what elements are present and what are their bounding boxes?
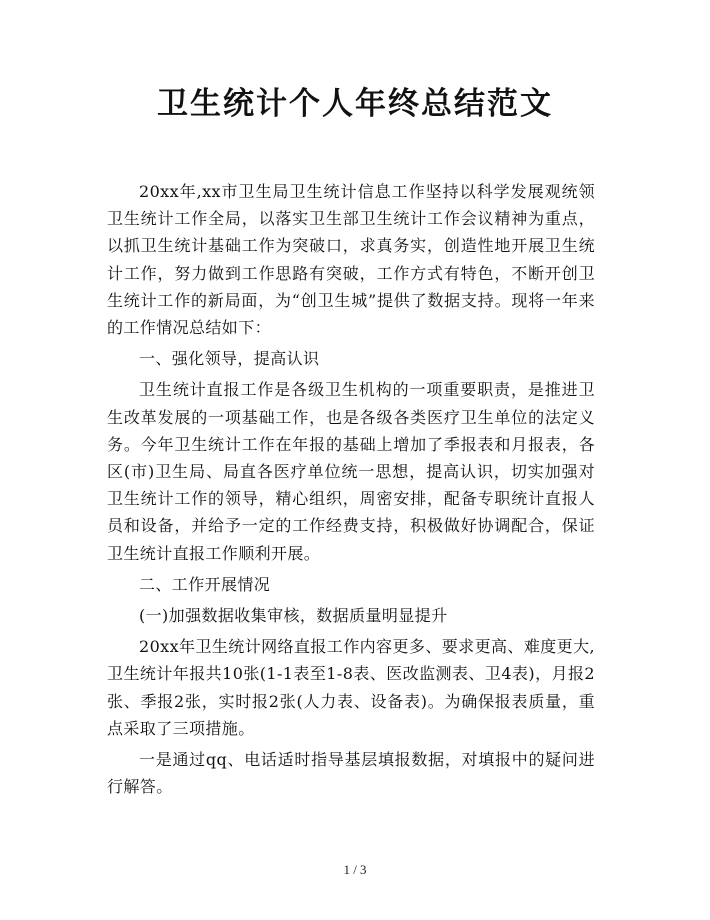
paragraph-measure-1: 一是通过qq、电话适时指导基层填报数据，对填报中的疑问进行解答。 xyxy=(107,750,595,797)
page-number: 1 / 3 xyxy=(343,862,367,877)
paragraph-subsection-1: 20xx年卫生统计网络直报工作内容更多、要求更高、难度更大,卫生统计年报共10张(1-1表至1-8表、医改监测表、卫4表)，月报2张、季报2张，实时报2张(人力表、设备表)。为确保报表质量，重点采取了三项措施。 xyxy=(107,637,595,738)
document-body xyxy=(107,178,595,804)
paragraph-intro: 20xx年,xx市卫生局卫生统计信息工作坚持以科学发展观统领卫生统计工作全局，以落实卫生部卫生统计工作会议精神为重点，以抓卫生统计基础工作为突破口，求真务实，创造性地开展卫生统计工作，努力做到工作思路有突破，工作方式有特色，不断开创卫生统计工作的新局面，为“创卫生城”提供了数据支持。现将一年来的工作情况总结如下： xyxy=(107,182,595,338)
section-heading-1: 一、强化领导，提高认识 xyxy=(139,349,320,369)
document-title: 卫生统计个人年终总结范文 xyxy=(157,86,553,122)
subsection-heading-1: (一)加强数据收集审核，数据质量明显提升 xyxy=(139,606,448,626)
section-heading-2: 二、工作开展情况 xyxy=(139,574,271,594)
paragraph-section-1: 卫生统计直报工作是各级卫生机构的一项重要职责，是推进卫生改革发展的一项基础工作，也是各级各类医疗卫生单位的法定义务。今年卫生统计工作在年报的基础上增加了季报表和月报表，各区(市)卫生局、局直各医疗单位统一思想，提高认识，切实加强对卫生统计工作的领导，精心组织，周密安排，配备专职统计直报人员和设备，并给予一定的工作经费支持，积极做好协调配合，保证卫生统计直报工作顺利开展。 xyxy=(107,380,595,563)
